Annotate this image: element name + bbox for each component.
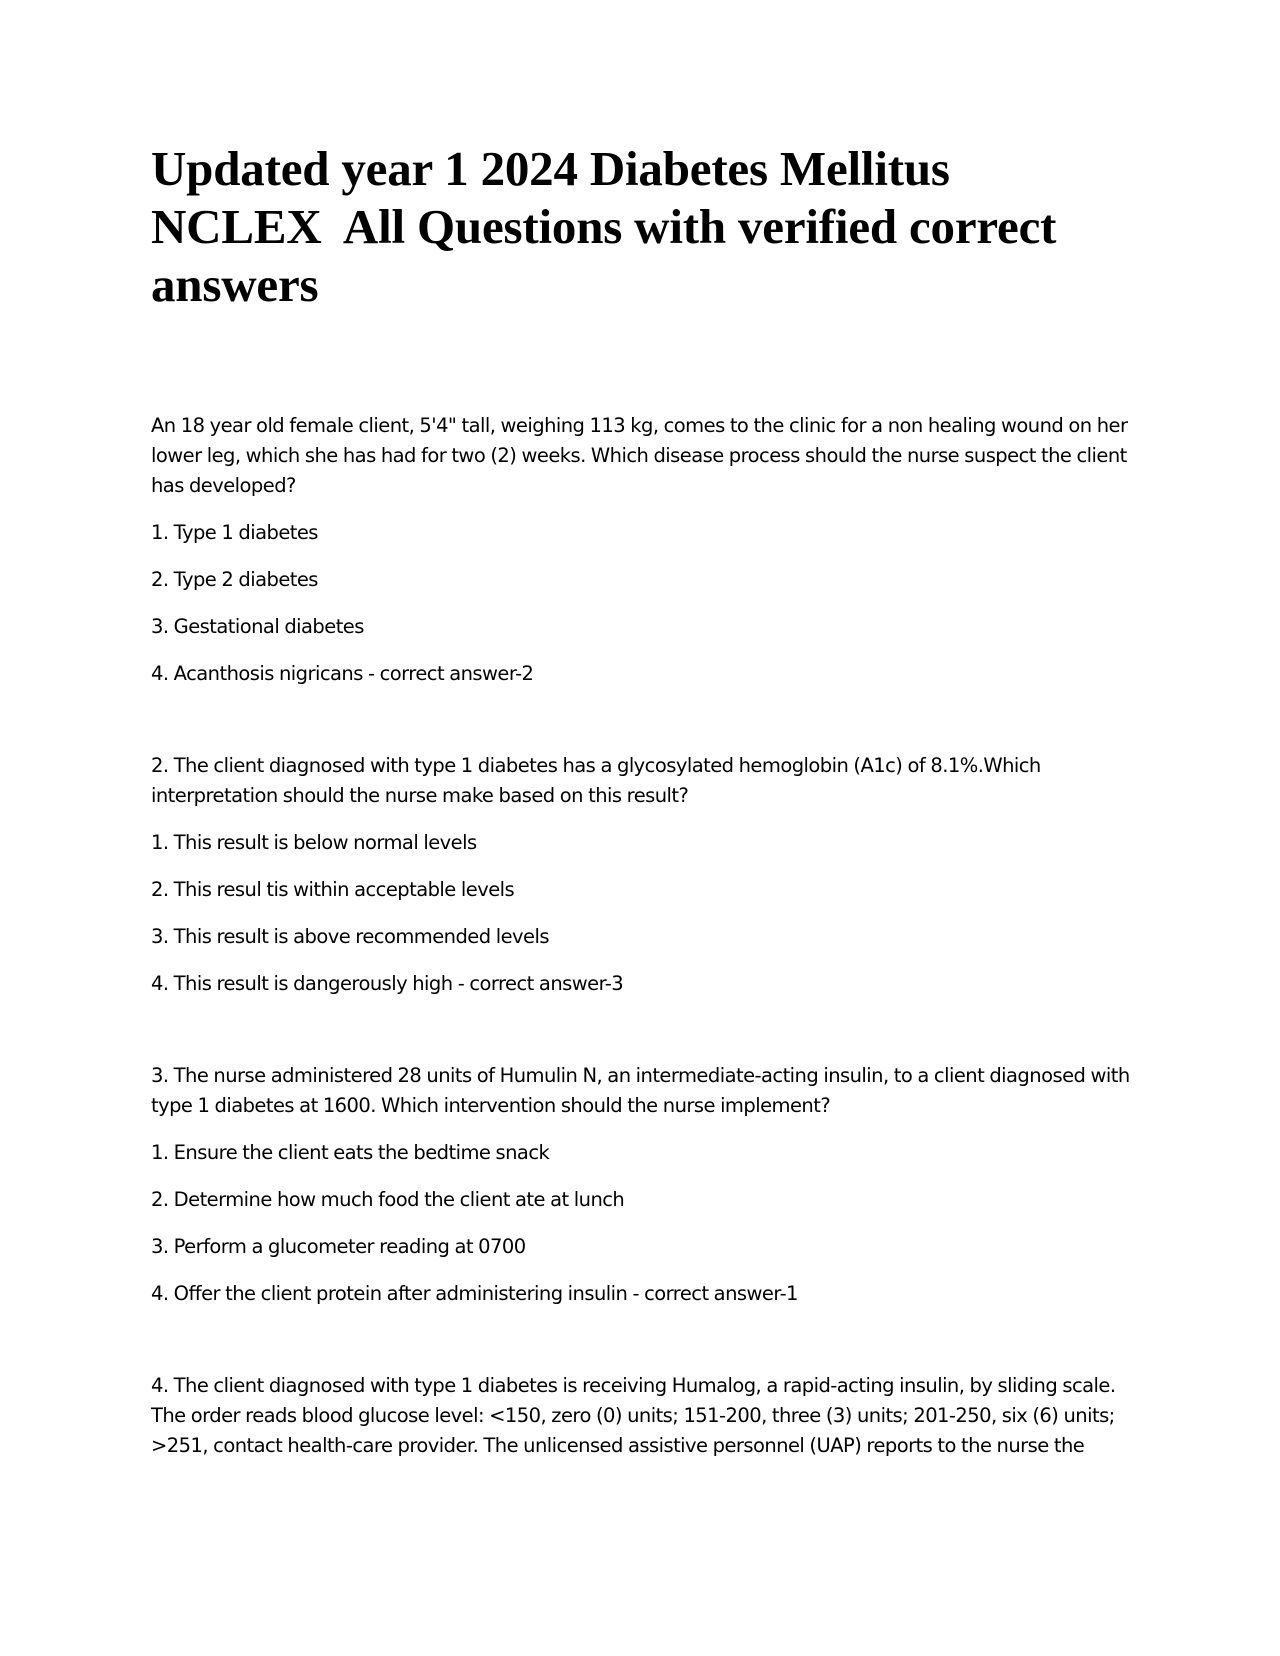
question-list — [151, 411, 1131, 1461]
document-page — [151, 140, 1131, 1461]
answer-option: 2. This resul tis within acceptable levels — [151, 878, 515, 901]
question-2 — [151, 751, 1131, 999]
answer-option: 1. Type 1 diabetes — [151, 521, 318, 544]
question-stem: An 18 year old female client, 5'4" tall, weighing 113 kg, comes to the clinic for a non healing wound on her lower leg, which she has had for two (2) weeks. Which disease process should the nurse suspect the client has developed? — [151, 414, 1128, 497]
question-stem: 4. The client diagnosed with type 1 diabetes is receiving Humalog, a rapid-acting insulin, by sliding scale. The order reads blood glucose level: <150, zero (0) units; 151-200, three (3) units; 201-250, six (6) units; >251, contact health-care provider. The unlicensed assistive personnel (UAP) reports to the nurse the — [151, 1374, 1116, 1457]
answer-option: 1. Ensure the client eats the bedtime snack — [151, 1141, 550, 1164]
answer-option: 3. Perform a glucometer reading at 0700 — [151, 1235, 526, 1258]
answer-option: 3. Gestational diabetes — [151, 615, 364, 638]
answer-option: 2. Determine how much food the client ate at lunch — [151, 1188, 625, 1211]
question-stem: 3. The nurse administered 28 units of Humulin N, an intermediate-acting insulin, to a client diagnosed with type 1 diabetes at 1600. Which intervention should the nurse implement? — [151, 1064, 1130, 1117]
document-title: Updated year 1 2024 Diabetes Mellitus NCLEX All Questions with verified correct answers — [151, 141, 1069, 312]
answer-option: 3. This result is above recommended levels — [151, 925, 549, 948]
question-stem: 2. The client diagnosed with type 1 diabetes has a glycosylated hemoglobin (A1c) of 8.1%.Which interpretation should the nurse make based on this result? — [151, 754, 1041, 807]
question-1 — [151, 411, 1131, 689]
question-3 — [151, 1061, 1131, 1309]
question-4 — [151, 1371, 1131, 1461]
answer-option: 2. Type 2 diabetes — [151, 568, 318, 591]
answer-option: 1. This result is below normal levels — [151, 831, 477, 854]
answer-option: 4. This result is dangerously high - correct answer-3 — [151, 972, 624, 995]
answer-option: 4. Offer the client protein after administering insulin - correct answer-1 — [151, 1282, 798, 1305]
answer-option: 4. Acanthosis nigricans - correct answer-2 — [151, 662, 534, 685]
